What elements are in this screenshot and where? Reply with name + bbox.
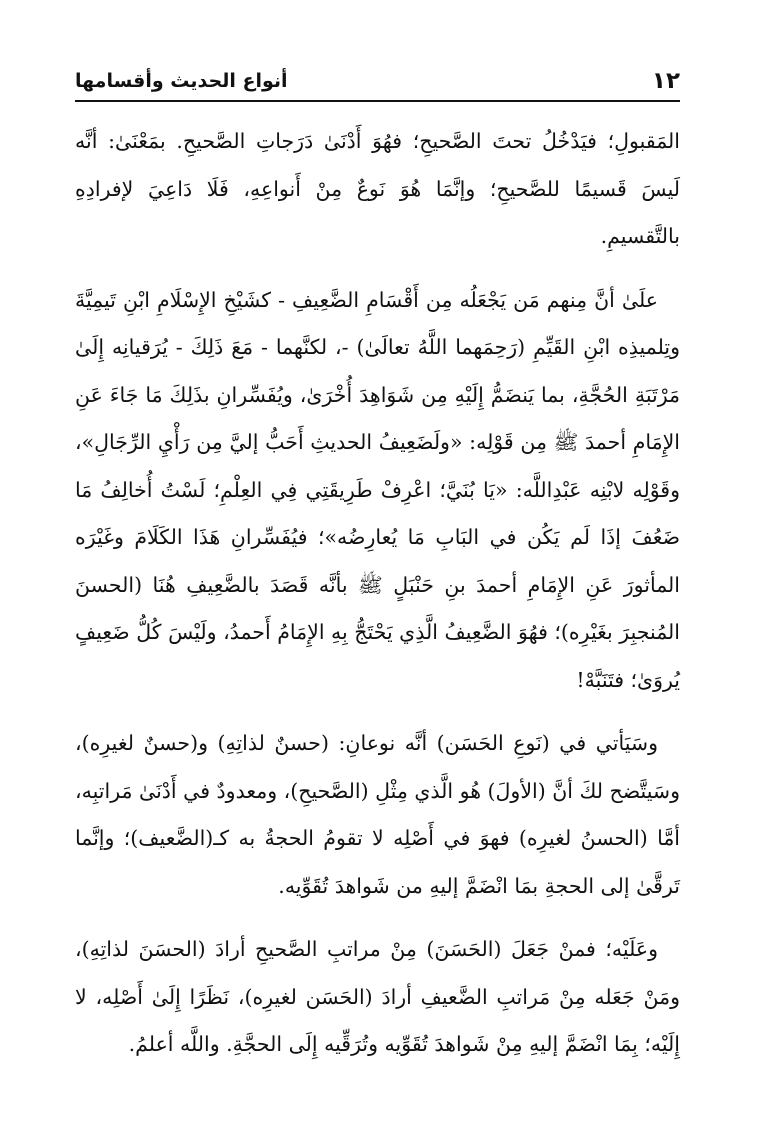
paragraph-4: وعَلَيْه؛ فمنْ جَعَلَ (الحَسَنَ) مِنْ مراتبِ الصَّحيحِ أرادَ (الحسَنَ لذاتِهِ)، ومَنْ جَعَله مِنْ مَراتبِ الضَّعيفِ أرادَ (الحَسَن لغيرِه)، نَظَرًا إِلَىٰ أَصْلِه، لا إِلَيْه؛ بِمَا انْضَمَّ إليهِ مِنْ شَواهدَ تُقَوِّيه وتُرَقِّيه إِلَى الحجَّةِ. واللَّه أعلمُ. bbox=[75, 937, 680, 1056]
running-title: أنواع الحديث وأقسامها bbox=[75, 70, 288, 92]
page-number: ١٢ bbox=[651, 68, 680, 94]
paragraph-2: علَىٰ أنَّ مِنهم مَن يَجْعَلُه مِن أَقْسَامِ الضَّعِيفِ - كشَيْخِ الإِسْلَامِ ابْنِ تَيمِيَّةَ وتِلميذِه ابْنِ القَيِّمِ (رَحِمَهما اللَّهُ تعالَىٰ) -، لكنَّهما - مَعَ ذَلِكَ - يُرَقيانِه إِلَىٰ مَرْتَبَةِ الحُجَّةِ، بما يَنضَمُّ إِلَيْهِ مِن شَوَاهِدَ أُخْرَىٰ، ويُفَسِّرانِ بذَلِكَ مَا جَاءَ عَنِ الإِمَامِ أحمدَ ﷺ مِن قَوْلِه: «ولَضَعِيفُ الحديثِ أَحَبُّ إليَّ مِن رَأْيِ الرِّجَالِ»، وقَوْلِه لابْنِه عَبْدِاللَّه: «يَا بُنَيَّ؛ اعْرِفْ طَرِيقَتِي فِي العِلْمِ؛ لَسْتُ أُخالِفُ مَا ضَعُفَ إذَا لَم يَكُن في البَابِ مَا يُعارِضُه»؛ فيُفَسِّرانِ هَذَا الكَلَامَ وغَيْرَه المأثورَ عَنِ الإِمَامِ أحمدَ بنِ حَنْبَلٍ ﷺ بأنَّه قَصَدَ بالضَّعِيفِ هُنَا (الحسنَ المُنجبِرَ بغَيْرِه)؛ فهُوَ الضَّعِيفُ الَّذِي يَحْتَجُّ بِهِ الإِمَامُ أَحمدُ، ولَيْسَ كُلُّ ضَعِيفٍ يُروَىٰ؛ فتَنَبَّهْ! bbox=[75, 287, 680, 692]
paragraph-3: وسَيَأتي في (نَوعِ الحَسَن) أنَّه نوعانِ: (حسنٌ لذاتِهِ) و(حسنٌ لغيرِه)، وسَيتَّضح لكَ أنَّ (الأولَ) هُو الَّذي مِثْلِ (الصَّحيحِ)، ومعدودٌ في أَدْنَىٰ مَراتبِه، أمَّا (الحسنُ لغيرِه) فهوَ في أَصْلِه لا تقومُ الحجةُ به كـ(الضَّعيف)؛ وإنَّما تَرقَّىٰ إلى الحجةِ بمَا انْضَمَّ إليهِ من شَواهدَ تُقَوِّيه. bbox=[75, 731, 680, 898]
body-text bbox=[75, 118, 680, 1085]
paragraph-1: المَقبولِ؛ فيَدْخُلُ تحتَ الصَّحيحِ؛ فهُوَ أَدْنَىٰ دَرَجاتِ الصَّحيحِ. بمَعْنَىٰ: أنَّه لَيسَ قَسيمًا للصَّحيحِ؛ وإنَّمَا هُوَ نَوعٌ مِنْ أَنواعِهِ، فَلَا دَاعِيَ لإفرادِهِ بالتَّقسيمِ. bbox=[75, 129, 680, 248]
header-rule bbox=[75, 100, 680, 102]
running-header bbox=[75, 58, 680, 98]
